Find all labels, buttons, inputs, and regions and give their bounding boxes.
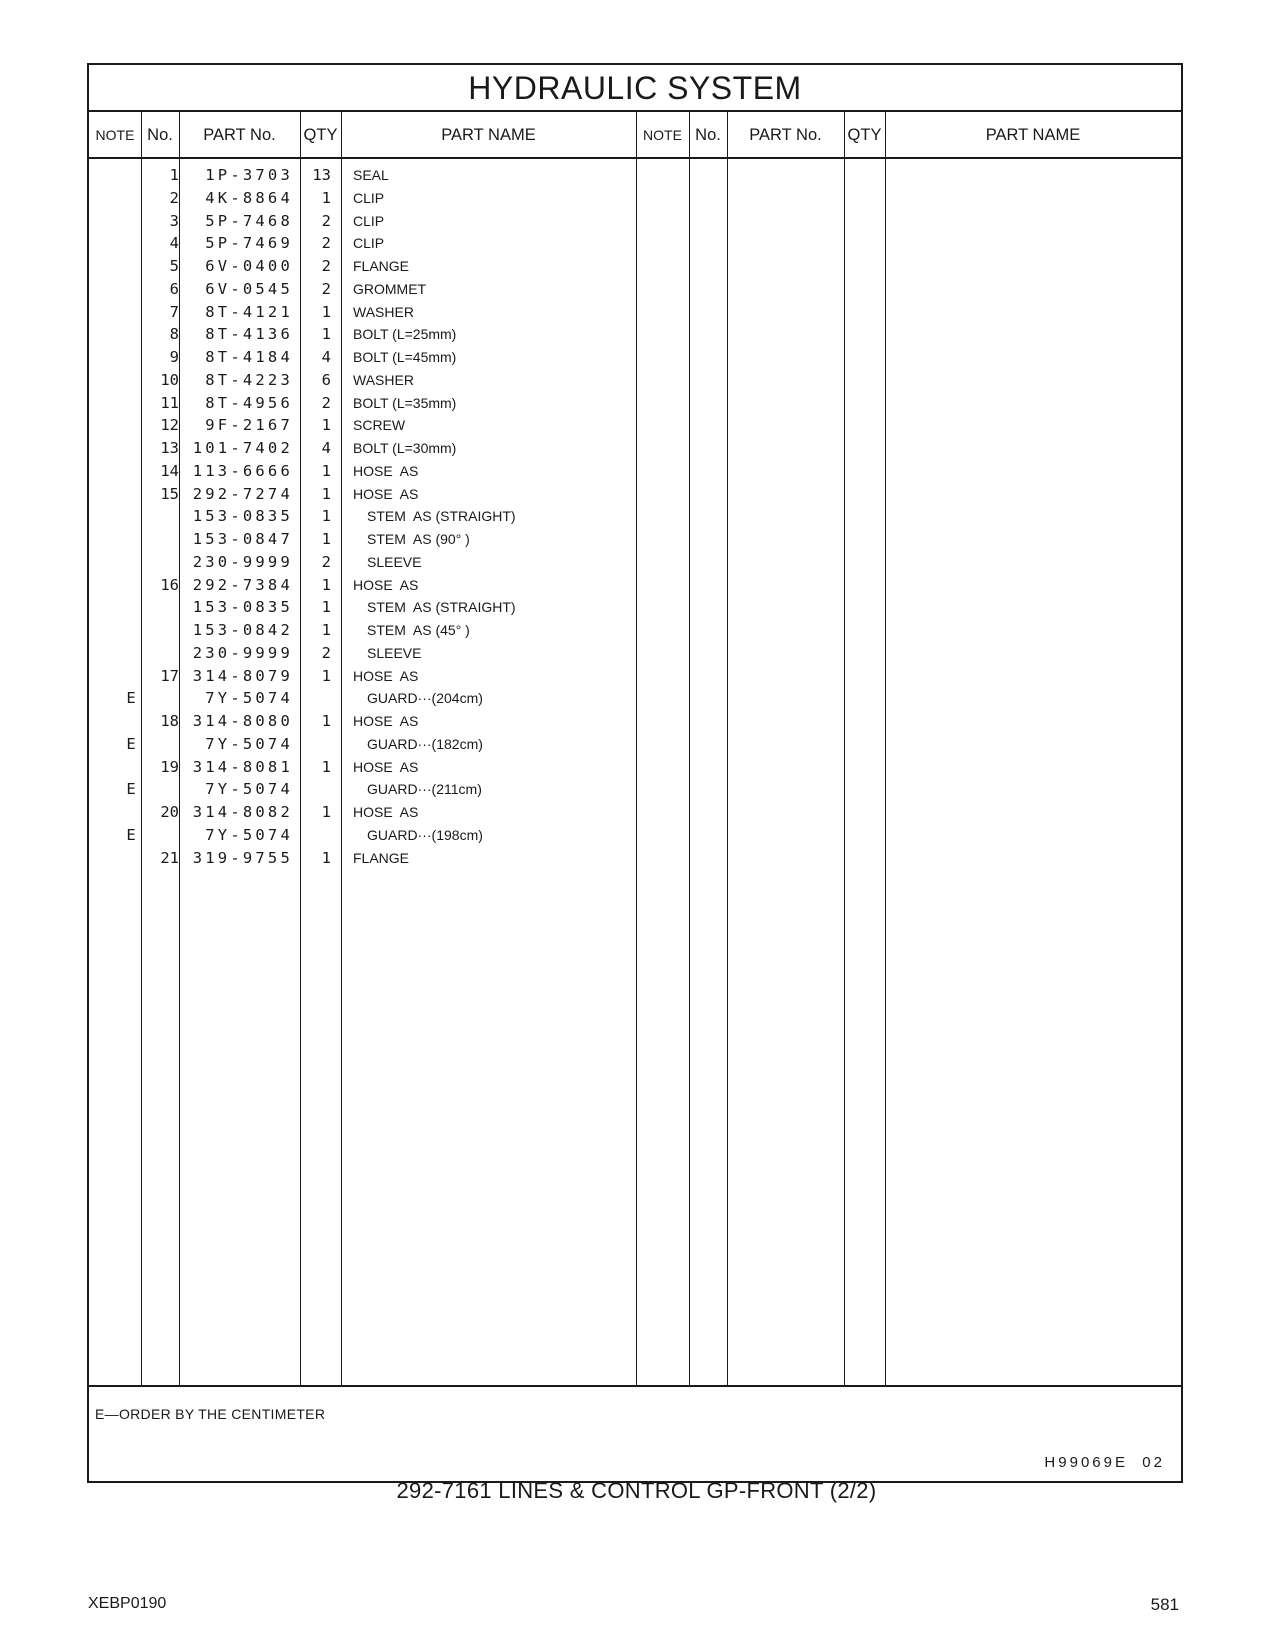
table-row: [89, 756, 1181, 779]
header-no: No.: [147, 126, 173, 144]
quantity-cell: 1: [321, 530, 331, 548]
part-name-cell: GUARD···(182cm): [367, 735, 483, 752]
page-number: 581: [1150, 1595, 1179, 1614]
part-number-cell: 8T-4956: [205, 393, 293, 412]
footnote: E—ORDER BY THE CENTIMETER: [95, 1406, 326, 1422]
part-number-cell: 8T-4184: [205, 348, 293, 366]
quantity-cell: 1: [321, 325, 331, 344]
part-number-cell: 230-9999: [192, 643, 293, 662]
part-number-cell: 292-7384: [192, 575, 293, 594]
item-number-cell: 13: [160, 439, 179, 457]
table-row: [89, 278, 1181, 301]
item-number-cell: [142, 733, 179, 756]
footer-divider: [89, 1385, 1181, 1387]
note-cell: [121, 551, 141, 574]
quantity-cell: 2: [321, 279, 331, 298]
header-part-no: PART No.: [203, 126, 276, 144]
table-row: [89, 232, 1181, 255]
quantity-cell: 1: [321, 302, 331, 321]
part-number-cell: 6V-0545: [205, 279, 293, 298]
part-number-cell: 7Y-5074: [205, 825, 293, 844]
note-cell: E: [126, 780, 136, 799]
part-name-cell: WASHER: [353, 371, 414, 388]
item-number-cell: [142, 778, 179, 801]
table-row: [89, 346, 1181, 369]
part-number-cell: 314-8080: [192, 712, 293, 730]
item-number-cell: 4: [169, 234, 179, 253]
quantity-cell: 1: [321, 575, 331, 594]
item-number-cell: [142, 642, 179, 665]
note-cell: [121, 483, 141, 506]
header-note: NOTE: [95, 127, 135, 143]
note-cell: [121, 301, 141, 324]
table-row: [89, 824, 1181, 847]
part-name-cell: GUARD···(204cm): [367, 690, 483, 707]
quantity-cell: 4: [321, 439, 331, 457]
part-number-cell: 153-0835: [192, 598, 293, 617]
part-name-cell: GUARD···(198cm): [367, 826, 483, 843]
header-qty: QTY: [303, 126, 338, 144]
part-name-cell: STEM AS (45° ): [367, 622, 470, 638]
note-cell: [121, 369, 141, 392]
item-number-cell: 2: [169, 188, 179, 207]
quantity-cell: 1: [321, 803, 331, 821]
table-row: [89, 301, 1181, 324]
table-row: [89, 619, 1181, 642]
note-cell: E: [126, 734, 136, 753]
item-number-cell: 10: [160, 370, 179, 389]
part-name-cell: FLANGE: [353, 258, 410, 274]
part-number-cell: 1P-3703: [205, 166, 293, 184]
quantity-cell: 1: [321, 461, 331, 480]
part-number-cell: 113-6666: [192, 461, 293, 480]
quantity-cell: [294, 824, 331, 847]
note-cell: E: [126, 689, 136, 708]
item-number-cell: [142, 505, 179, 528]
table-row: [89, 574, 1181, 597]
note-cell: [121, 460, 141, 483]
quantity-cell: 2: [321, 643, 331, 662]
part-name-cell: SCREW: [353, 417, 406, 434]
header-part-name-right: PART NAME: [985, 126, 1081, 144]
item-number-cell: [142, 528, 179, 551]
item-number-cell: 17: [160, 666, 179, 685]
note-cell: [121, 801, 141, 824]
quantity-cell: [294, 778, 331, 801]
table-row: [89, 687, 1181, 710]
note-cell: [121, 756, 141, 779]
quantity-cell: 1: [321, 598, 331, 617]
quantity-cell: 1: [321, 666, 331, 685]
table-row: [89, 665, 1181, 688]
item-number-cell: 5: [169, 257, 179, 275]
note-cell: E: [126, 825, 136, 844]
item-number-cell: 7: [169, 302, 179, 321]
quantity-cell: 13: [312, 166, 331, 184]
quantity-cell: 2: [321, 234, 331, 253]
table-row: [89, 505, 1181, 528]
part-name-cell: STEM AS (90° ): [367, 531, 470, 547]
note-cell: [121, 278, 141, 301]
part-name-cell: FLANGE: [353, 849, 410, 866]
note-cell: [121, 437, 141, 460]
part-number-cell: 5P-7468: [205, 211, 293, 230]
note-cell: [121, 574, 141, 597]
part-number-cell: 7Y-5074: [205, 780, 293, 799]
table-row: [89, 392, 1181, 415]
part-name-cell: GUARD···(211cm): [367, 781, 482, 798]
note-cell: [121, 323, 141, 346]
part-number-cell: 7Y-5074: [205, 734, 293, 753]
note-cell: [121, 596, 141, 619]
part-number-cell: 319-9755: [192, 848, 293, 867]
header-part-no-right: PART No.: [749, 126, 822, 144]
part-number-cell: 101-7402: [192, 439, 293, 457]
part-number-cell: 4K-8864: [205, 188, 293, 207]
part-name-cell: HOSE AS: [353, 758, 419, 775]
item-number-cell: [142, 596, 179, 619]
note-cell: [121, 619, 141, 642]
part-name-cell: HOSE AS: [353, 667, 419, 684]
part-name-cell: HOSE AS: [353, 485, 419, 502]
part-name-cell: HOSE AS: [353, 713, 419, 729]
note-cell: [121, 392, 141, 415]
group-subtitle: 292-7161 LINES & CONTROL GP-FRONT (2/2): [396, 1478, 877, 1503]
part-number-cell: 314-8081: [192, 757, 293, 776]
part-name-cell: STEM AS (STRAIGHT): [367, 508, 516, 525]
table-row: [89, 164, 1181, 187]
item-number-cell: 21: [160, 848, 179, 867]
item-number-cell: 3: [169, 211, 179, 230]
item-number-cell: 8: [169, 325, 179, 344]
item-number-cell: 6: [169, 279, 179, 298]
note-cell: [121, 414, 141, 437]
part-number-cell: 314-8082: [192, 803, 293, 821]
quantity-cell: 6: [321, 370, 331, 389]
part-name-cell: GROMMET: [353, 280, 427, 297]
table-row: [89, 414, 1181, 437]
part-number-cell: 153-0842: [192, 621, 293, 639]
note-cell: [121, 505, 141, 528]
table-row: [89, 551, 1181, 574]
quantity-cell: 2: [321, 552, 331, 571]
quantity-cell: 1: [321, 621, 331, 639]
table-row: [89, 323, 1181, 346]
document-id: XEBP0190: [88, 1595, 167, 1612]
note-cell: [121, 346, 141, 369]
table-row: [89, 483, 1181, 506]
note-cell: [121, 255, 141, 278]
part-name-cell: SLEEVE: [367, 644, 422, 661]
table-row: [89, 801, 1181, 824]
item-number-cell: 9: [169, 348, 179, 366]
part-number-cell: 8T-4121: [205, 302, 293, 321]
quantity-cell: 1: [321, 507, 331, 526]
item-number-cell: [142, 687, 179, 710]
table-row: [89, 596, 1181, 619]
note-cell: [121, 210, 141, 233]
item-number-cell: [142, 824, 179, 847]
part-number-cell: 230-9999: [192, 552, 293, 571]
section-title: HYDRAULIC SYSTEM: [468, 70, 802, 106]
item-number-cell: 14: [160, 461, 179, 480]
part-name-cell: BOLT (L=45mm): [353, 349, 457, 365]
part-name-cell: SEAL: [353, 167, 389, 183]
note-cell: [121, 528, 141, 551]
table-row: [89, 460, 1181, 483]
quantity-cell: 2: [321, 211, 331, 230]
header-qty-right: QTY: [847, 126, 882, 144]
parts-list-frame: [87, 63, 1183, 1483]
item-number-cell: 12: [160, 416, 179, 435]
quantity-cell: 1: [321, 712, 331, 730]
item-number-cell: 11: [160, 393, 179, 412]
table-row: [89, 369, 1181, 392]
quantity-cell: 1: [321, 848, 331, 867]
note-cell: [121, 847, 141, 870]
table-row: [89, 187, 1181, 210]
part-number-cell: 7Y-5074: [205, 689, 293, 708]
header-part-name: PART NAME: [441, 126, 536, 144]
part-name-cell: WASHER: [353, 303, 414, 320]
quantity-cell: 1: [321, 188, 331, 207]
note-cell: [121, 164, 141, 187]
part-number-cell: 8T-4223: [205, 370, 293, 389]
part-number-cell: 5P-7469: [205, 234, 293, 253]
item-number-cell: 1: [169, 166, 179, 184]
table-row: [89, 437, 1181, 460]
part-number-cell: 153-0847: [192, 530, 293, 548]
part-name-cell: BOLT (L=35mm): [353, 394, 457, 411]
table-row: [89, 210, 1181, 233]
part-name-cell: SLEEVE: [367, 553, 422, 570]
part-number-cell: 6V-0400: [205, 257, 293, 275]
table-row: [89, 778, 1181, 801]
quantity-cell: 1: [321, 484, 331, 503]
quantity-cell: 4: [321, 348, 331, 366]
table-row: [89, 255, 1181, 278]
quantity-cell: 2: [321, 393, 331, 412]
note-cell: [121, 665, 141, 688]
quantity-cell: [294, 687, 331, 710]
part-name-cell: CLIP: [353, 235, 385, 252]
quantity-cell: [294, 733, 331, 756]
item-number-cell: 19: [160, 757, 179, 776]
table-row: [89, 710, 1181, 733]
note-cell: [121, 187, 141, 210]
item-number-cell: 18: [160, 712, 179, 730]
drawing-code: H99069E 02: [1044, 1454, 1165, 1471]
part-name-cell: CLIP: [353, 189, 385, 206]
part-name-cell: HOSE AS: [353, 576, 419, 593]
header-no-right: No.: [695, 126, 721, 144]
item-number-cell: [142, 619, 179, 642]
part-number-cell: 8T-4136: [205, 325, 293, 344]
table-row: [89, 733, 1181, 756]
quantity-cell: 1: [321, 416, 331, 435]
header-note-right: NOTE: [643, 127, 682, 143]
table-row: [89, 528, 1181, 551]
part-number-cell: 314-8079: [192, 666, 293, 685]
table-row: [89, 847, 1181, 870]
item-number-cell: [142, 551, 179, 574]
quantity-cell: 2: [321, 257, 331, 275]
note-cell: [121, 232, 141, 255]
part-number-cell: 9F-2167: [205, 416, 293, 435]
item-number-cell: 20: [160, 803, 179, 821]
part-number-cell: 292-7274: [192, 484, 293, 503]
part-name-cell: HOSE AS: [353, 804, 419, 820]
part-name-cell: STEM AS (STRAIGHT): [367, 599, 516, 616]
part-name-cell: BOLT (L=25mm): [353, 326, 457, 343]
quantity-cell: 1: [321, 757, 331, 776]
table-row: [89, 642, 1181, 665]
note-cell: [121, 642, 141, 665]
item-number-cell: 16: [160, 575, 179, 594]
part-name-cell: CLIP: [353, 212, 385, 229]
note-cell: [121, 710, 141, 733]
part-name-cell: BOLT (L=30mm): [353, 440, 457, 456]
part-number-cell: 153-0835: [192, 507, 293, 526]
part-name-cell: HOSE AS: [353, 462, 419, 479]
item-number-cell: 15: [160, 484, 179, 503]
